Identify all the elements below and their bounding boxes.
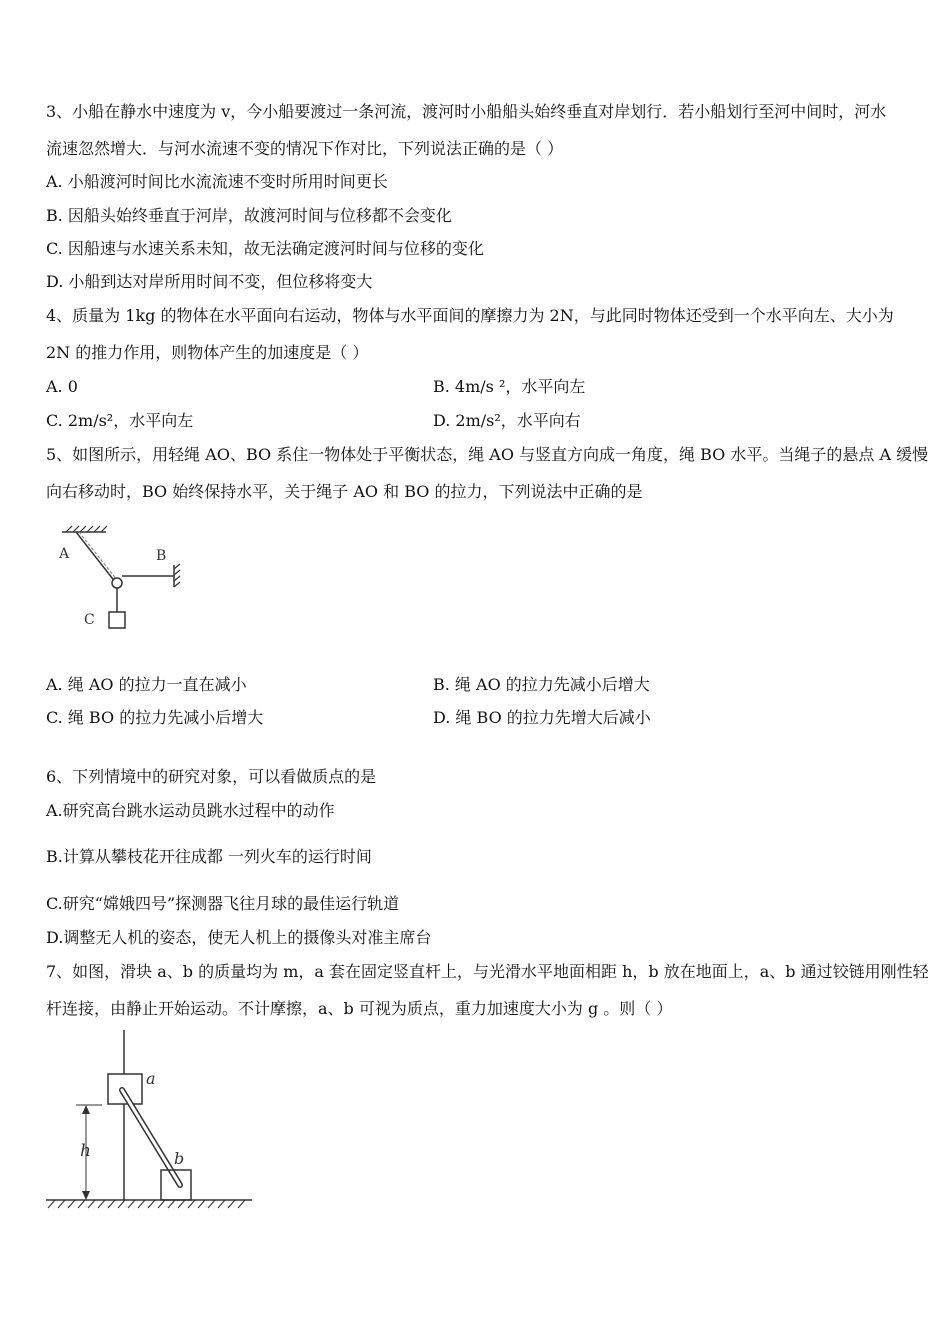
q5-stem-line2: 向右移动时，BO 始终保持水平，关于绳子 AO 和 BO 的拉力，下列说法中正确的是	[46, 482, 643, 501]
q5-label-b: B	[156, 548, 167, 564]
q4-stem-line1: 4、质量为 1kg 的物体在水平面向右运动，物体与水平面间的摩擦力为 2N，与此同时物体还受到一个水平向左、大小为	[46, 306, 894, 325]
q5-stem-line1: 5、如图所示，用轻绳 AO、BO 系住一物体处于平衡状态，绳 AO 与竖直方向成一角度，绳 BO 水平。当绳子的悬点 A 缓慢	[46, 445, 929, 464]
q5-option-c: C. 绳 BO 的拉力先减小后增大	[46, 708, 264, 727]
q5-label-a: A	[59, 546, 70, 562]
q5-rope-diagram	[46, 520, 196, 635]
q3-option-d: D. 小船到达对岸所用时间不变，但位移将变大	[46, 272, 373, 291]
q4-option-d: D. 2m/s²，水平向右	[433, 411, 581, 430]
q4-option-a: A. 0	[46, 377, 78, 396]
q6-option-d: D.调整无人机的姿态，使无人机上的摄像头对准主席台	[46, 928, 432, 947]
q5-option-b: B. 绳 AO 的拉力先减小后增大	[433, 675, 650, 694]
q4-stem-line2: 2N 的推力作用，则物体产生的加速度是（ ）	[46, 343, 369, 362]
q3-option-c: C. 因船速与水速关系未知，故无法确定渡河时间与位移的变化	[46, 239, 484, 258]
q6-option-a: A.研究高台跳水运动员跳水过程中的动作	[46, 801, 335, 820]
q3-option-b: B. 因船头始终垂直于河岸，故渡河时间与位移都不会变化	[46, 206, 452, 225]
q5-option-a: A. 绳 AO 的拉力一直在减小	[46, 675, 247, 694]
q7-label-b: b	[174, 1149, 185, 1168]
q3-stem-line2: 流速忽然增大．与河水流速不变的情况下作对比，下列说法正确的是（ ）	[46, 139, 564, 158]
q7-label-h: h	[80, 1141, 91, 1161]
q7-stem-line1: 7、如图，滑块 a、b 的质量均为 m，a 套在固定竖直杆上，与光滑水平地面相距 h，b 放在地面上，a、b 通过铰链用刚性轻	[46, 962, 929, 981]
q4-option-c: C. 2m/s²，水平向左	[46, 411, 194, 430]
q3-option-a: A. 小船渡河时间比水流流速不变时所用时间更长	[46, 172, 388, 191]
q7-stem-line2: 杆连接，由静止开始运动。不计摩擦，a、b 可视为质点，重力加速度大小为 g 。则（ ）	[46, 999, 673, 1018]
q7-slider-diagram	[40, 1030, 260, 1215]
q6-option-c: C.研究“嫦娥四号”探测器飞往月球的最佳运行轨道	[46, 894, 400, 913]
q5-label-c: C	[84, 612, 95, 628]
q7-label-a: a	[146, 1069, 156, 1088]
q6-stem: 6、下列情境中的研究对象，可以看做质点的是	[46, 767, 377, 786]
q6-option-b: B.计算从攀枝花开往成都 一列火车的运行时间	[46, 847, 372, 866]
q4-option-b: B. 4m/s ²，水平向左	[433, 377, 586, 396]
q5-option-d: D. 绳 BO 的拉力先增大后减小	[433, 708, 651, 727]
q3-stem-line1: 3、小船在静水中速度为 v，今小船要渡过一条河流，渡河时小船船头始终垂直对岸划行．若小船划行至河中间时，河水	[46, 102, 887, 121]
